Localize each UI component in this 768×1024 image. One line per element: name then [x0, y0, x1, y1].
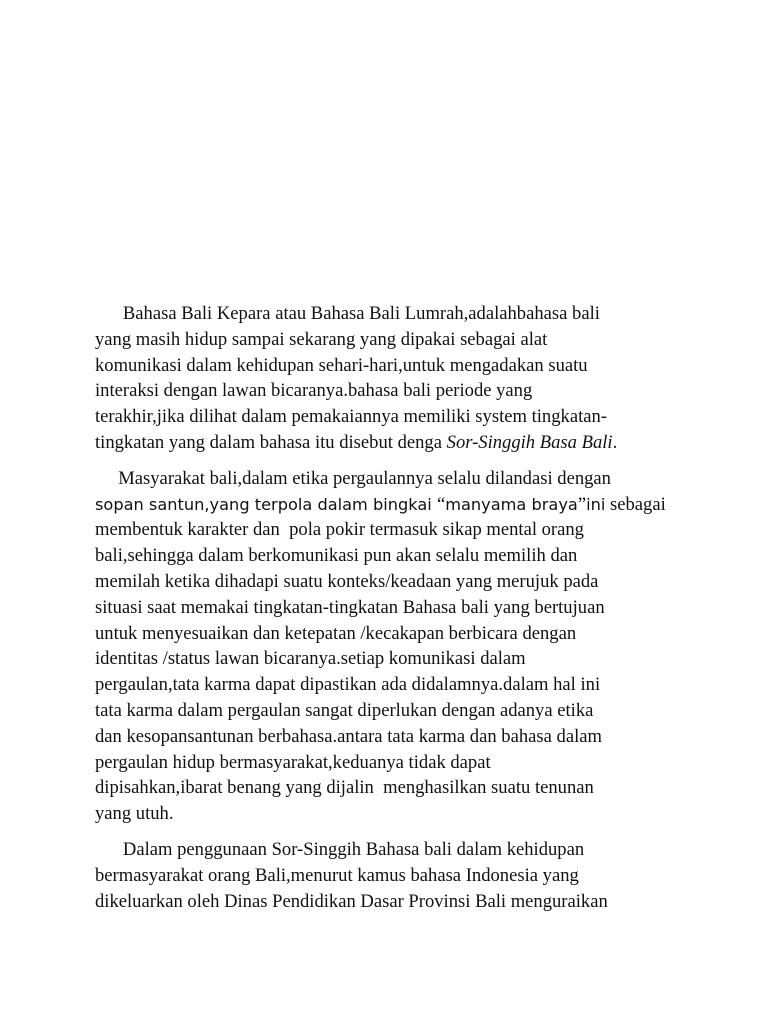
text-line [95, 672, 695, 698]
text-run: ini [586, 494, 606, 514]
text-run: memilah ketika dihadapi suatu konteks/keadaan yang merujuk pada [95, 570, 599, 592]
text-line [95, 378, 695, 404]
text-run: membentuk karakter dan pola pokir termasuk sikap mental orang [95, 519, 584, 541]
text-run: “ [436, 493, 446, 515]
text-line [95, 724, 695, 750]
text-run: yang utuh. [95, 803, 174, 825]
text-run: dipisahkan,ibarat benang yang dijalin menghasilkan suatu tenunan [95, 777, 594, 799]
text-run: terakhir,jika dilihat dalam pemakaiannya memiliki system tingkatan- [95, 406, 607, 428]
text-line [95, 889, 695, 915]
body-text [95, 301, 695, 914]
text-line [95, 621, 695, 647]
text-line [95, 404, 695, 430]
text-line [95, 492, 695, 518]
text-line [95, 863, 695, 889]
text-line [95, 517, 695, 543]
text-run: untuk menyesuaikan dan ketepatan /kecakapan berbicara dengan [95, 622, 577, 644]
text-run: dan kesopansantunan berbahasa.antara tata karma dan bahasa dalam [95, 725, 602, 747]
text-run: sebagai [605, 493, 666, 515]
text-run: Dalam penggunaan Sor-Singgih Bahasa bali dalam kehidupan [95, 838, 585, 860]
text-run: sopan santun,yang terpola dalam bingkai [95, 494, 437, 514]
text-run: interaksi dengan lawan bicaranya.bahasa bali periode yang [95, 380, 533, 402]
text-run: komunikasi dalam kehidupan sehari-hari,untuk mengadakan suatu [95, 354, 588, 376]
text-line [95, 750, 695, 776]
text-run: tata karma dalam pergaulan sangat diperlukan dengan adanya etika [95, 699, 594, 721]
text-line [95, 775, 695, 801]
text-line [95, 569, 695, 595]
text-run: manyama braya [445, 494, 578, 514]
text-line [95, 353, 695, 379]
text-line [95, 543, 695, 569]
text-run: pergaulan,tata karma dapat dipastikan ada didalamnya.dalam hal ini [95, 674, 601, 696]
text-line [95, 301, 695, 327]
paragraph [95, 466, 695, 827]
text-run: . [612, 431, 618, 453]
text-line [95, 327, 695, 353]
text-run: Masyarakat bali,dalam etika pergaulannya selalu dilandasi dengan [95, 467, 611, 489]
paragraph [95, 301, 695, 456]
text-line [95, 466, 695, 492]
text-run: bermasyarakat orang Bali,menurut kamus bahasa Indonesia yang [95, 864, 579, 886]
text-line [95, 646, 695, 672]
text-line [95, 595, 695, 621]
text-line [95, 430, 695, 456]
text-run: tingkatan yang dalam bahasa itu disebut denga [95, 431, 447, 453]
text-run: identitas /status lawan bicaranya.setiap komunikasi dalam [95, 648, 526, 670]
paragraph [95, 837, 695, 914]
text-run: dikeluarkan oleh Dinas Pendidikan Dasar Provinsi Bali menguraikan [95, 890, 608, 912]
text-run: ” [577, 493, 587, 515]
text-run: yang masih hidup sampai sekarang yang dipakai sebagai alat [95, 328, 548, 350]
text-line [95, 837, 695, 863]
text-run: Bahasa Bali Kepara atau Bahasa Bali Lumrah,adalahbahasa bali [95, 303, 600, 324]
text-line [95, 698, 695, 724]
text-run: pergaulan hidup bermasyarakat,keduanya tidak dapat [95, 751, 491, 773]
italic-term: Sor-Singgih Basa Bali [446, 431, 613, 453]
text-line [95, 801, 695, 827]
text-run: bali,sehingga dalam berkomunikasi pun akan selalu memilih dan [95, 545, 578, 567]
text-run: situasi saat memakai tingkatan-tingkatan Bahasa bali yang bertujuan [95, 596, 605, 618]
